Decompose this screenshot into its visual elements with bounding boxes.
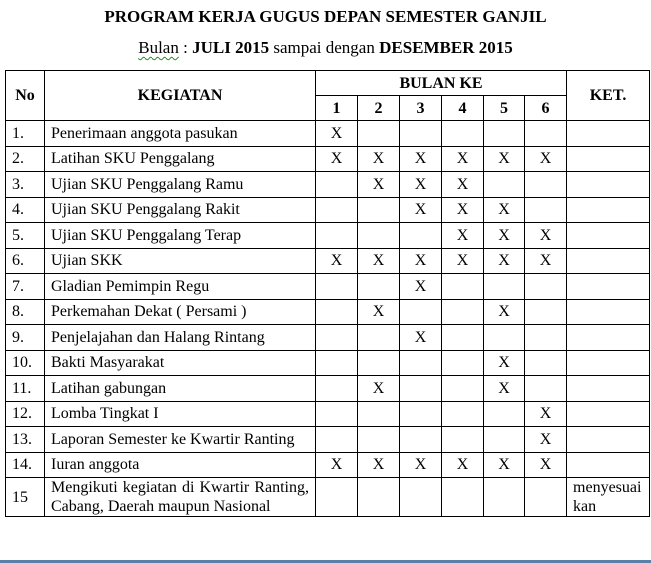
month-1-mark	[316, 274, 358, 300]
activity-cell: Ujian SKU Penggalang Ramu	[45, 172, 316, 198]
month-1-mark: X	[316, 452, 358, 478]
header-month-2: 2	[358, 96, 400, 121]
table-row	[6, 478, 650, 517]
note-cell	[567, 172, 650, 198]
month-6-mark	[525, 121, 567, 147]
month-2-mark: X	[358, 452, 400, 478]
header-month-6: 6	[525, 96, 567, 121]
month-4-mark	[442, 427, 484, 453]
activity-cell: Gladian Pemimpin Regu	[45, 274, 316, 300]
month-6-mark	[525, 197, 567, 223]
month-3-mark	[400, 299, 442, 325]
activity-cell: Lomba Tingkat I	[45, 401, 316, 427]
header-note: KET.	[567, 71, 650, 121]
table-row	[6, 121, 650, 147]
month-4-mark	[442, 401, 484, 427]
header-month-1: 1	[316, 96, 358, 121]
note-cell	[567, 248, 650, 274]
table-row	[6, 146, 650, 172]
month-5-mark: X	[484, 350, 525, 376]
month-1-mark	[316, 197, 358, 223]
month-1-mark: X	[316, 248, 358, 274]
row-number: 5.	[6, 223, 45, 249]
month-3-mark: X	[400, 325, 442, 351]
note-cell	[567, 350, 650, 376]
month-5-mark: X	[484, 197, 525, 223]
table-row	[6, 299, 650, 325]
table-row	[6, 376, 650, 402]
header-no: No	[6, 71, 45, 121]
month-4-mark	[442, 350, 484, 376]
month-6-mark: X	[525, 452, 567, 478]
table-row	[6, 401, 650, 427]
month-2-mark: X	[358, 146, 400, 172]
month-2-mark	[358, 478, 400, 517]
note-cell	[567, 121, 650, 147]
month-3-mark: X	[400, 452, 442, 478]
month-6-mark: X	[525, 427, 567, 453]
row-number: 15	[6, 478, 45, 517]
month-1-mark	[316, 376, 358, 402]
activity-cell: Ujian SKU Penggalang Rakit	[45, 197, 316, 223]
month-4-mark: X	[442, 248, 484, 274]
month-1-mark	[316, 401, 358, 427]
month-5-mark: X	[484, 248, 525, 274]
table-row	[6, 197, 650, 223]
note-cell	[567, 223, 650, 249]
month-6-mark	[525, 274, 567, 300]
activity-cell: Latihan gabungan	[45, 376, 316, 402]
month-3-mark	[400, 401, 442, 427]
table-row	[6, 452, 650, 478]
note-cell	[567, 401, 650, 427]
month-5-mark	[484, 172, 525, 198]
month-5-mark	[484, 401, 525, 427]
month-4-mark	[442, 274, 484, 300]
table-row	[6, 274, 650, 300]
month-3-mark	[400, 478, 442, 517]
month-1-mark	[316, 172, 358, 198]
activity-cell: Penjelajahan dan Halang Rintang	[45, 325, 316, 351]
month-5-mark: X	[484, 299, 525, 325]
month-1-mark	[316, 350, 358, 376]
month-1-mark	[316, 299, 358, 325]
month-4-mark: X	[442, 223, 484, 249]
header-month-group: BULAN KE	[316, 71, 567, 96]
table-row	[6, 325, 650, 351]
month-5-mark: X	[484, 146, 525, 172]
activity-cell: Laporan Semester ke Kwartir Ranting	[45, 427, 316, 453]
note-cell	[567, 452, 650, 478]
month-4-mark	[442, 299, 484, 325]
month-2-mark: X	[358, 299, 400, 325]
month-5-mark	[484, 325, 525, 351]
month-2-mark	[358, 197, 400, 223]
row-number: 2.	[6, 146, 45, 172]
month-4-mark	[442, 478, 484, 517]
subtitle-label: Bulan	[138, 38, 179, 57]
month-3-mark: X	[400, 197, 442, 223]
month-1-mark	[316, 223, 358, 249]
row-number: 11.	[6, 376, 45, 402]
month-2-mark	[358, 350, 400, 376]
month-3-mark	[400, 427, 442, 453]
month-6-mark: X	[525, 146, 567, 172]
table-row	[6, 248, 650, 274]
month-4-mark	[442, 121, 484, 147]
note-cell	[567, 274, 650, 300]
month-4-mark: X	[442, 146, 484, 172]
activity-cell: Bakti Masyarakat	[45, 350, 316, 376]
month-1-mark: X	[316, 121, 358, 147]
month-2-mark	[358, 223, 400, 249]
month-5-mark: X	[484, 452, 525, 478]
work-program-table	[5, 70, 650, 517]
month-3-mark	[400, 121, 442, 147]
month-1-mark	[316, 325, 358, 351]
note-cell	[567, 197, 650, 223]
month-5-mark: X	[484, 376, 525, 402]
activity-cell: Perkemahan Dekat ( Persami )	[45, 299, 316, 325]
month-6-mark: X	[525, 223, 567, 249]
month-2-mark	[358, 325, 400, 351]
month-3-mark: X	[400, 274, 442, 300]
note-cell	[567, 376, 650, 402]
header-month-4: 4	[442, 96, 484, 121]
table-body	[6, 121, 650, 517]
month-6-mark	[525, 478, 567, 517]
table-row	[6, 350, 650, 376]
table-row	[6, 223, 650, 249]
subtitle-from: JULI 2015	[192, 38, 270, 57]
row-number: 14.	[6, 452, 45, 478]
row-number: 12.	[6, 401, 45, 427]
month-2-mark: X	[358, 172, 400, 198]
month-6-mark: X	[525, 401, 567, 427]
month-4-mark: X	[442, 197, 484, 223]
document-title: PROGRAM KERJA GUGUS DEPAN SEMESTER GANJIL	[104, 7, 547, 26]
activity-cell: Mengikuti kegiatan di Kwartir Ranting, Cabang, Daerah maupun Nasional	[45, 478, 316, 517]
table-row	[6, 427, 650, 453]
month-4-mark: X	[442, 452, 484, 478]
note-cell	[567, 325, 650, 351]
month-1-mark	[316, 427, 358, 453]
month-3-mark: X	[400, 172, 442, 198]
row-number: 6.	[6, 248, 45, 274]
month-1-mark	[316, 478, 358, 517]
activity-cell: Ujian SKK	[45, 248, 316, 274]
header-month-3: 3	[400, 96, 442, 121]
month-4-mark	[442, 325, 484, 351]
month-2-mark: X	[358, 248, 400, 274]
activity-cell: Latihan SKU Penggalang	[45, 146, 316, 172]
month-5-mark	[484, 274, 525, 300]
row-number: 3.	[6, 172, 45, 198]
header-month-5: 5	[484, 96, 525, 121]
month-6-mark	[525, 299, 567, 325]
subtitle-middle: sampai dengan	[269, 38, 380, 57]
note-cell	[567, 427, 650, 453]
month-4-mark: X	[442, 172, 484, 198]
month-3-mark: X	[400, 248, 442, 274]
note-cell	[567, 146, 650, 172]
month-6-mark: X	[525, 248, 567, 274]
month-3-mark	[400, 376, 442, 402]
row-number: 10.	[6, 350, 45, 376]
month-2-mark: X	[358, 376, 400, 402]
row-number: 4.	[6, 197, 45, 223]
document-subtitle	[0, 38, 651, 58]
subtitle-to: DESEMBER 2015	[379, 38, 513, 57]
activity-cell: Penerimaan anggota pasukan	[45, 121, 316, 147]
month-3-mark	[400, 350, 442, 376]
row-number: 8.	[6, 299, 45, 325]
month-5-mark	[484, 121, 525, 147]
activity-cell: Iuran anggota	[45, 452, 316, 478]
header-activity: KEGIATAN	[45, 71, 316, 121]
month-5-mark	[484, 427, 525, 453]
month-4-mark	[442, 376, 484, 402]
note-cell: menyesuaikan	[567, 478, 650, 517]
month-2-mark	[358, 121, 400, 147]
month-2-mark	[358, 401, 400, 427]
subtitle-sep: :	[178, 38, 193, 57]
month-5-mark: X	[484, 223, 525, 249]
row-number: 1.	[6, 121, 45, 147]
month-3-mark	[400, 223, 442, 249]
month-5-mark	[484, 478, 525, 517]
month-6-mark	[525, 172, 567, 198]
month-6-mark	[525, 350, 567, 376]
row-number: 13.	[6, 427, 45, 453]
row-number: 7.	[6, 274, 45, 300]
table-row	[6, 172, 650, 198]
activity-cell: Ujian SKU Penggalang Terap	[45, 223, 316, 249]
month-2-mark	[358, 274, 400, 300]
month-6-mark	[525, 376, 567, 402]
note-cell	[567, 299, 650, 325]
month-1-mark: X	[316, 146, 358, 172]
row-number: 9.	[6, 325, 45, 351]
month-3-mark: X	[400, 146, 442, 172]
month-6-mark	[525, 325, 567, 351]
month-2-mark	[358, 427, 400, 453]
